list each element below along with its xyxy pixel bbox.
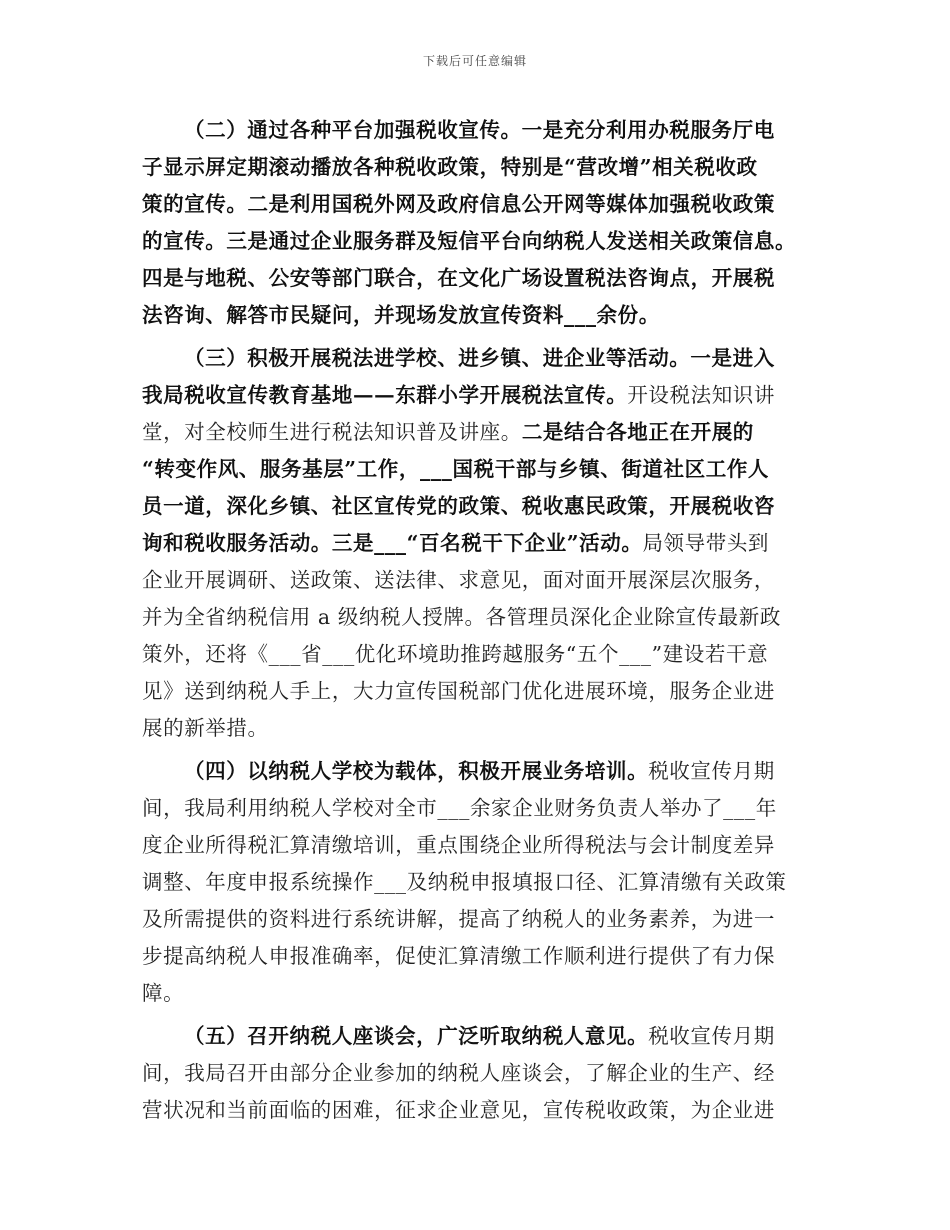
bold-text: 询和税收服务活动。三是___“百名税干下企业”活动。 xyxy=(142,531,643,555)
normal-text: 见》送到纳税人手上，大力宣传国税部门优化进展环境，服务企业进 xyxy=(142,679,775,703)
paragraph-line xyxy=(142,1092,814,1129)
normal-text: 局领导带头到 xyxy=(642,531,770,555)
paragraph-line xyxy=(142,901,814,938)
normal-text: 展的新举措。 xyxy=(142,716,269,740)
paragraph-line xyxy=(142,599,814,636)
paragraph-line xyxy=(142,377,814,414)
normal-text: 企业开展调研、送政策、送法律、求意见，面对面开展深层次服务， xyxy=(142,568,775,592)
paragraph-line xyxy=(142,451,814,488)
bold-text: （三）积极开展税法进学校、进乡镇、进企业等活动。一是进入 xyxy=(184,346,775,370)
paragraph-line xyxy=(142,149,814,186)
paragraph-line xyxy=(142,112,814,149)
paragraph-line xyxy=(142,673,814,710)
normal-text: 间，我局召开由部分企业参加的纳税人座谈会，了解企业的生产、经 xyxy=(142,1061,775,1085)
bold-text: （五）召开纳税人座谈会，广泛听取纳税人意见。 xyxy=(184,1024,649,1048)
bold-text: “转变作风、服务基层”工作，___国税干部与乡镇、街道社区工作人 xyxy=(142,457,770,481)
normal-text: 税收宣传月期 xyxy=(648,759,775,783)
bold-text: （四）以纳税人学校为载体，积极开展业务培训。 xyxy=(184,759,649,783)
bold-text: 法咨询、解答市民疑问，并现场发放宣传资料___余份。 xyxy=(142,303,660,327)
paragraph-line xyxy=(142,488,814,525)
bold-text: 员一道，深化乡镇、社区宣传党的政策、税收惠民政策，开展税收咨 xyxy=(142,494,775,518)
normal-text: 开设税法知识讲 xyxy=(627,383,776,407)
paragraph-line xyxy=(142,827,814,864)
bold-text: （二）通过各种平台加强税收宣传。一是充分利用办税服务厅电 xyxy=(184,118,775,142)
paragraph-line xyxy=(142,260,814,297)
normal-text: 度企业所得税汇算清缴培训，重点围绕企业所得税法与会计制度差异 xyxy=(142,833,775,857)
bold-text: 二是结合各地正在开展的 xyxy=(521,420,754,444)
normal-text: 营状况和当前面临的困难，征求企业意见，宣传税收政策，为企业进 xyxy=(142,1098,775,1122)
paragraph-line xyxy=(142,975,814,1012)
normal-text: 间，我局利用纳税人学校对全市___余家企业财务负责人举办了___年 xyxy=(142,796,777,820)
paragraph-line xyxy=(142,753,814,790)
document-body xyxy=(142,112,814,1129)
paragraph-line xyxy=(142,223,814,260)
page-header: 下载后可任意编辑 xyxy=(422,54,527,68)
normal-text: 策外，还将《___省___优化环境助推跨越服务“五个___”建设若干意 xyxy=(142,642,769,666)
paragraph-line xyxy=(142,525,814,562)
paragraph-line xyxy=(142,1055,814,1092)
normal-text: 步提高纳税人申报准确率，促使汇算清缴工作顺利进行提供了有力保 xyxy=(142,944,775,968)
normal-text: 障。 xyxy=(142,981,185,1005)
bold-text: 策的宣传。二是利用国税外网及政府信息公开网等媒体加强税收政策 xyxy=(142,192,775,216)
bold-text: 四是与地税、公安等部门联合，在文化广场设置税法咨询点，开展税 xyxy=(142,266,775,290)
paragraph-line xyxy=(142,562,814,599)
normal-text: 调整、年度申报系统操作___及纳税申报填报口径、汇算清缴有关政策 xyxy=(142,870,787,894)
paragraph-line xyxy=(142,790,814,827)
normal-text: 及所需提供的资料进行系统讲解，提高了纳税人的业务素养，为进一 xyxy=(142,907,775,931)
normal-text: 并为全省纳税信用 a 级纳税人授牌。各管理员深化企业除宣传最新政 xyxy=(142,605,781,629)
paragraph-line xyxy=(142,938,814,975)
bold-text: 我局税收宣传教育基地——东群小学开展税法宣传。 xyxy=(142,383,628,407)
paragraph-line xyxy=(142,636,814,673)
paragraph-line xyxy=(142,414,814,451)
normal-text: 税收宣传月期 xyxy=(648,1024,775,1048)
bold-text: 的宣传。三是通过企业服务群及短信平台向纳税人发送相关政策信息。 xyxy=(142,229,797,253)
normal-text: 堂，对全校师生进行税法知识普及讲座。 xyxy=(142,420,522,444)
paragraph-line xyxy=(142,340,814,377)
paragraph-line xyxy=(142,297,814,334)
bold-text: 子显示屏定期滚动播放各种税收政策，特别是“营改增”相关税收政 xyxy=(142,155,758,179)
paragraph-line xyxy=(142,710,814,747)
paragraph-line xyxy=(142,864,814,901)
paragraph-line xyxy=(142,1018,814,1055)
paragraph-line xyxy=(142,186,814,223)
